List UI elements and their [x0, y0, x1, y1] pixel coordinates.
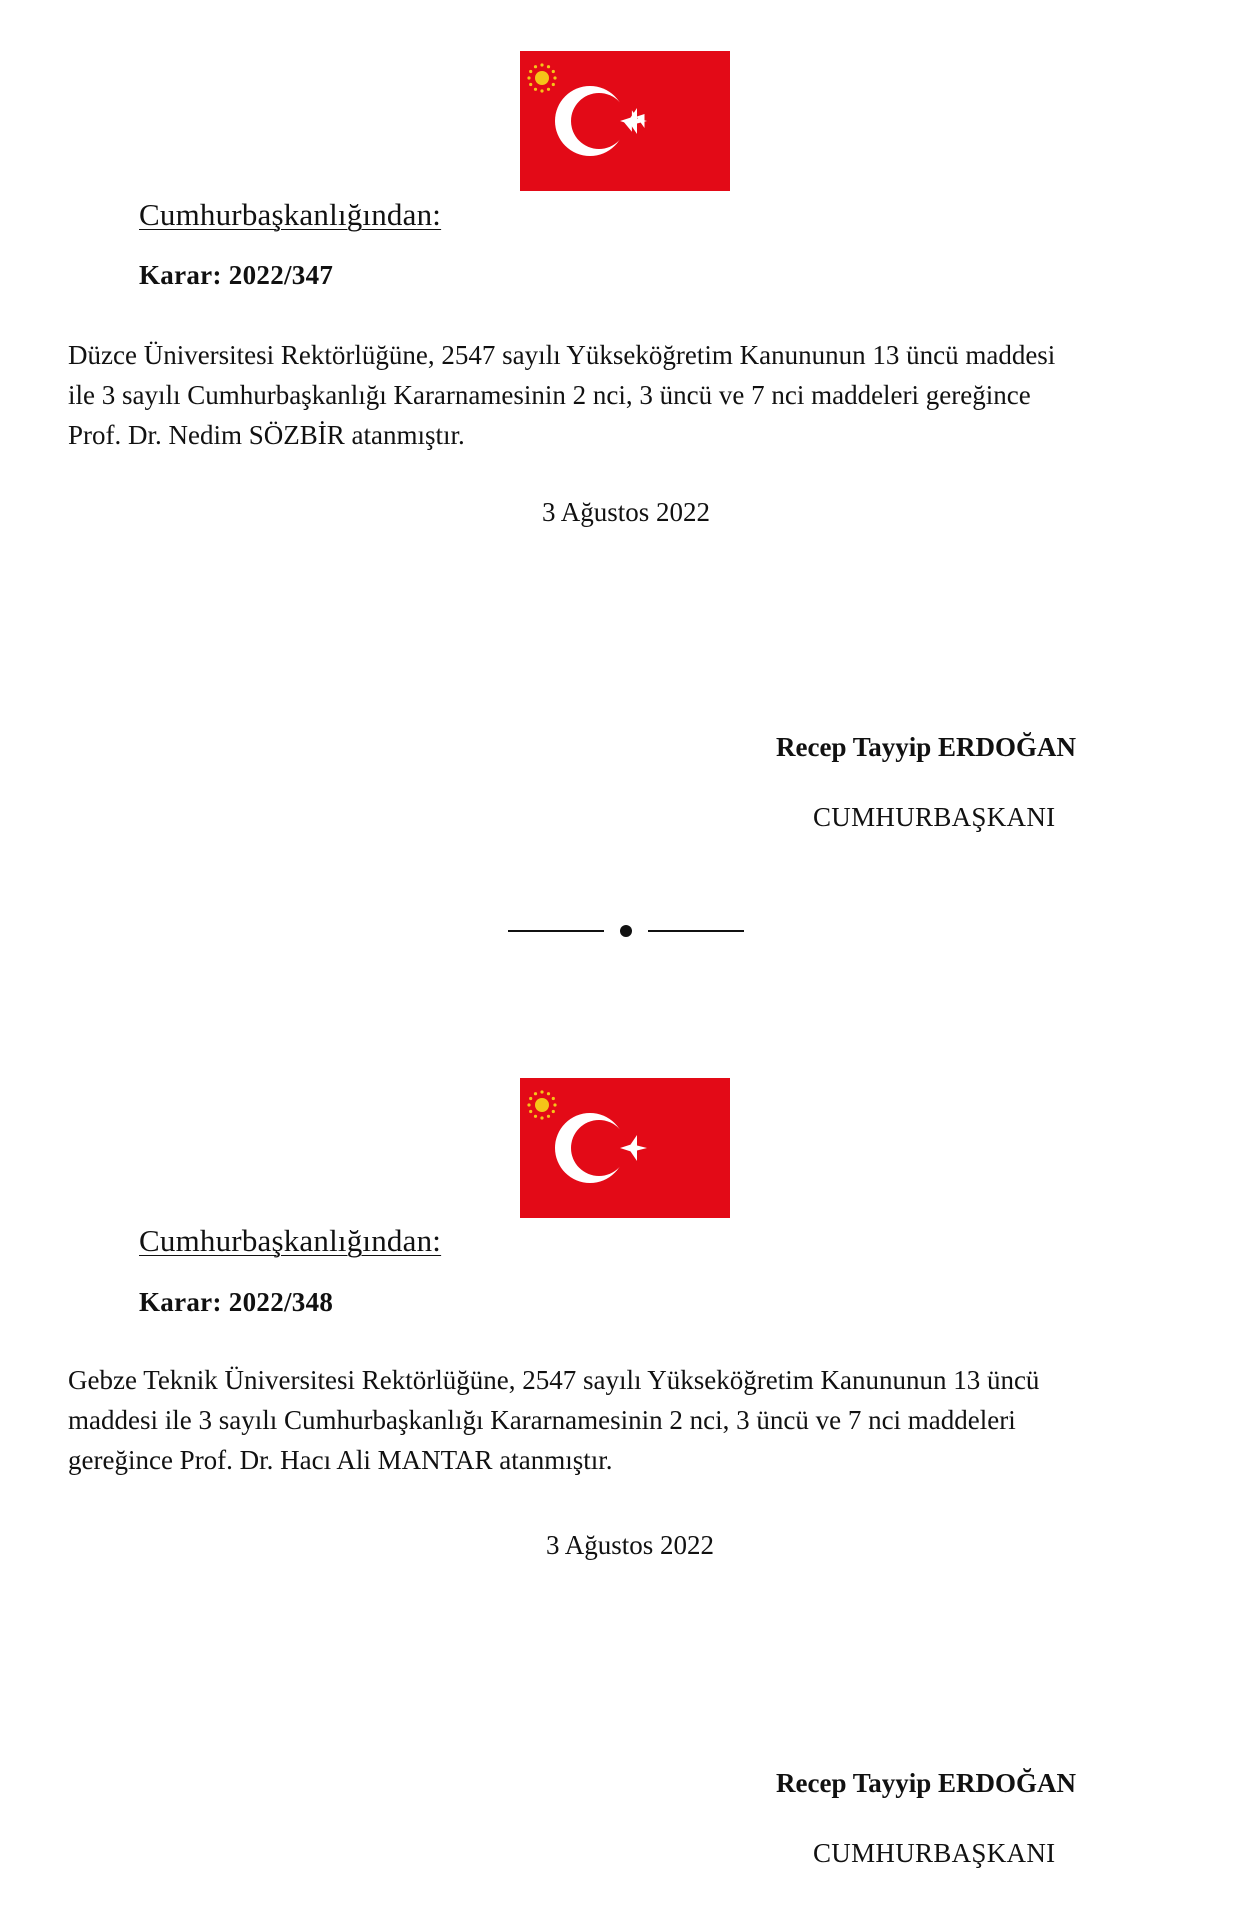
issuer-heading: Cumhurbaşkanlığından:: [139, 197, 442, 232]
presidential-flag-icon: [520, 51, 730, 191]
body-line: Gebze Teknik Üniversitesi Rektörlüğüne, 2547 sayılı Yükseköğretim Kanununun 13 üncü: [68, 1365, 1040, 1395]
decision-body: [68, 335, 1182, 455]
signatory-title: CUMHURBAŞKANI: [813, 1838, 1056, 1868]
decision-date: 3 Ağustos 2022: [541, 497, 711, 527]
decision-date: 3 Ağustos 2022: [545, 1530, 715, 1560]
signatory-title: CUMHURBAŞKANI: [813, 802, 1056, 832]
body-line: maddesi ile 3 sayılı Cumhurbaşkanlığı Kararnamesinin 2 nci, 3 üncü ve 7 nci maddeleri: [68, 1405, 1016, 1435]
body-line: ile 3 sayılı Cumhurbaşkanlığı Kararnamesinin 2 nci, 3 üncü ve 7 nci maddeleri gereğince: [68, 380, 1031, 410]
separator-line-left: [508, 930, 604, 932]
separator-dot-icon: [620, 925, 632, 937]
body-line: Prof. Dr. Nedim SÖZBİR atanmıştır.: [68, 420, 465, 450]
body-line: gereğince Prof. Dr. Hacı Ali MANTAR atanmıştır.: [68, 1445, 613, 1475]
flag-graphic: [520, 51, 730, 191]
section-separator: [508, 920, 744, 940]
signatory-name: Recep Tayyip ERDOĞAN: [776, 1768, 1077, 1798]
body-line: Düzce Üniversitesi Rektörlüğüne, 2547 sayılı Yükseköğretim Kanununun 13 üncü maddesi: [68, 340, 1056, 370]
decision-number: Karar: 2022/347: [139, 260, 334, 290]
decision-number: Karar: 2022/348: [139, 1287, 334, 1317]
decision-body: [68, 1360, 1182, 1480]
signatory-name: Recep Tayyip ERDOĞAN: [776, 732, 1077, 762]
issuer-heading: Cumhurbaşkanlığından:: [139, 1223, 442, 1258]
separator-line-right: [648, 930, 744, 932]
presidential-flag-icon: [520, 1078, 730, 1218]
flag-graphic: [520, 1078, 730, 1218]
